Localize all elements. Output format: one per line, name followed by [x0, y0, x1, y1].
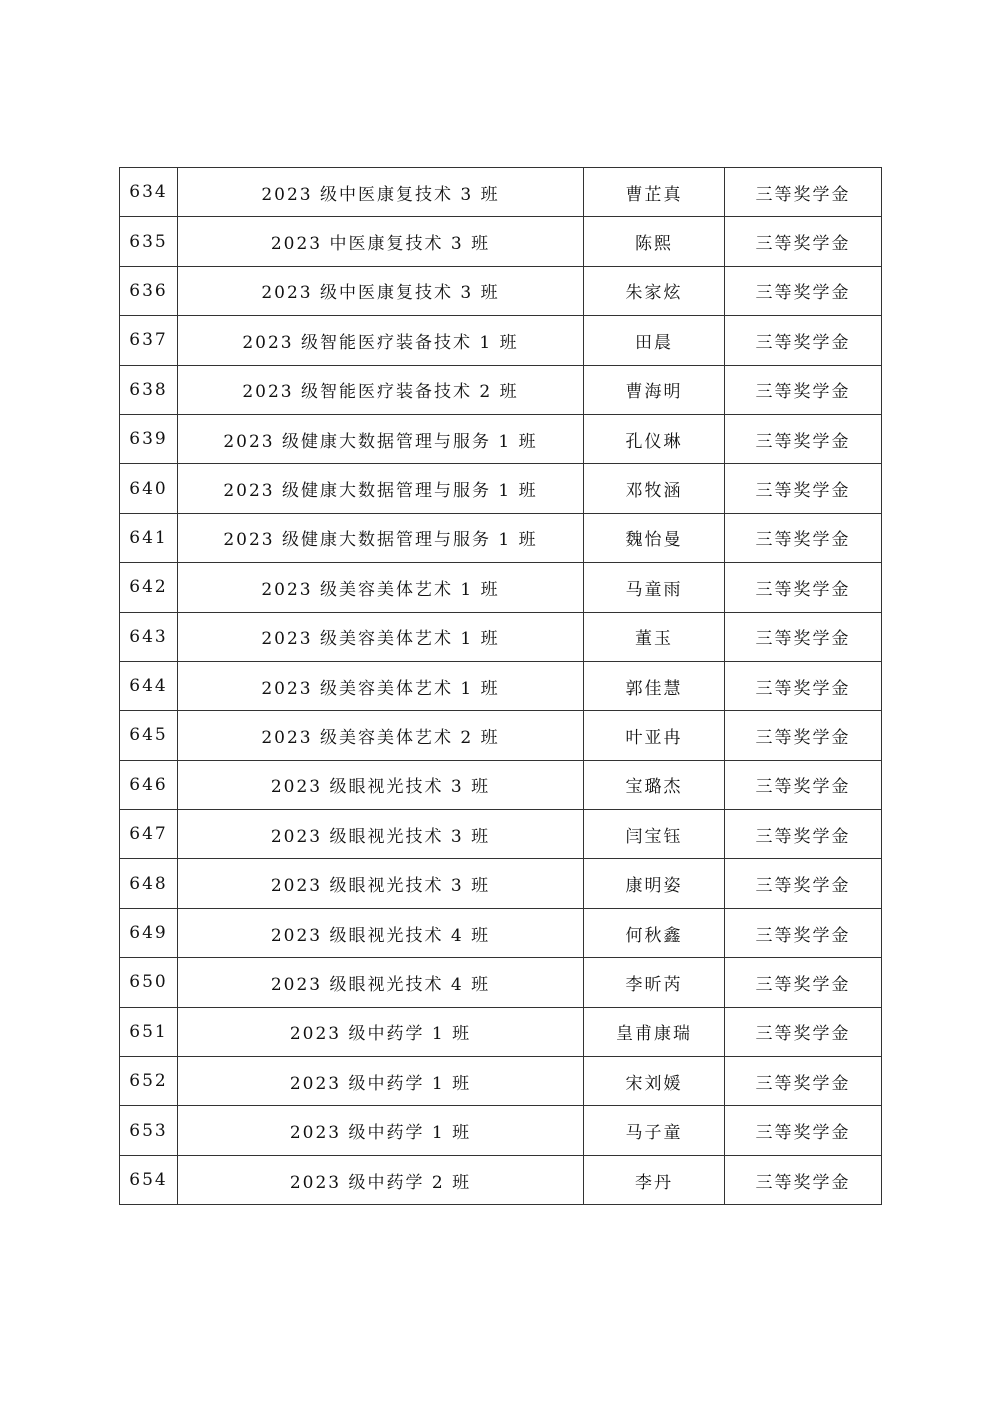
class-name: 2023 级眼视光技术 3 班: [178, 859, 584, 908]
class-name: 2023 级中药学 1 班: [178, 1007, 584, 1056]
class-name: 2023 级健康大数据管理与服务 1 班: [178, 513, 584, 562]
row-number: 635: [120, 217, 178, 266]
table-row: [120, 612, 882, 661]
award-level: 三等奖学金: [725, 316, 882, 365]
award-level: 三等奖学金: [725, 760, 882, 809]
table-body: [120, 168, 882, 1205]
row-number: 644: [120, 661, 178, 710]
student-name: 朱家炫: [584, 266, 725, 315]
award-level: 三等奖学金: [725, 464, 882, 513]
student-name: 董玉: [584, 612, 725, 661]
table-row: [120, 1057, 882, 1106]
row-number: 639: [120, 414, 178, 463]
row-number: 641: [120, 513, 178, 562]
class-name: 2023 级美容美体艺术 2 班: [178, 711, 584, 760]
award-level: 三等奖学金: [725, 365, 882, 414]
student-name: 马童雨: [584, 563, 725, 612]
student-name: 叶亚冉: [584, 711, 725, 760]
student-name: 孔仪琳: [584, 414, 725, 463]
student-name: 魏怡曼: [584, 513, 725, 562]
award-level: 三等奖学金: [725, 563, 882, 612]
table-row: [120, 859, 882, 908]
row-number: 640: [120, 464, 178, 513]
class-name: 2023 中医康复技术 3 班: [178, 217, 584, 266]
class-name: 2023 级美容美体艺术 1 班: [178, 612, 584, 661]
award-level: 三等奖学金: [725, 612, 882, 661]
table-row: [120, 908, 882, 957]
row-number: 647: [120, 810, 178, 859]
row-number: 643: [120, 612, 178, 661]
student-name: 皇甫康瑞: [584, 1007, 725, 1056]
award-level: 三等奖学金: [725, 414, 882, 463]
student-name: 曹海明: [584, 365, 725, 414]
class-name: 2023 级眼视光技术 4 班: [178, 908, 584, 957]
row-number: 653: [120, 1106, 178, 1155]
table-row: [120, 464, 882, 513]
award-level: 三等奖学金: [725, 266, 882, 315]
class-name: 2023 级美容美体艺术 1 班: [178, 661, 584, 710]
table-row: [120, 760, 882, 809]
student-name: 宝璐杰: [584, 760, 725, 809]
award-level: 三等奖学金: [725, 1106, 882, 1155]
table-row: [120, 316, 882, 365]
table-row: [120, 711, 882, 760]
row-number: 648: [120, 859, 178, 908]
class-name: 2023 级中医康复技术 3 班: [178, 168, 584, 217]
student-name: 宋刘媛: [584, 1057, 725, 1106]
class-name: 2023 级美容美体艺术 1 班: [178, 563, 584, 612]
table-row: [120, 513, 882, 562]
award-level: 三等奖学金: [725, 217, 882, 266]
student-name: 郭佳慧: [584, 661, 725, 710]
award-level: 三等奖学金: [725, 711, 882, 760]
award-level: 三等奖学金: [725, 1155, 882, 1204]
student-name: 李丹: [584, 1155, 725, 1204]
award-level: 三等奖学金: [725, 1057, 882, 1106]
class-name: 2023 级眼视光技术 4 班: [178, 958, 584, 1007]
class-name: 2023 级健康大数据管理与服务 1 班: [178, 464, 584, 513]
student-name: 陈熙: [584, 217, 725, 266]
table-row: [120, 168, 882, 217]
student-name: 闫宝钰: [584, 810, 725, 859]
class-name: 2023 级中药学 1 班: [178, 1057, 584, 1106]
row-number: 638: [120, 365, 178, 414]
table-row: [120, 1106, 882, 1155]
student-name: 邓牧涵: [584, 464, 725, 513]
row-number: 645: [120, 711, 178, 760]
student-name: 康明姿: [584, 859, 725, 908]
class-name: 2023 级智能医疗装备技术 1 班: [178, 316, 584, 365]
row-number: 642: [120, 563, 178, 612]
table-row: [120, 266, 882, 315]
row-number: 636: [120, 266, 178, 315]
award-level: 三等奖学金: [725, 168, 882, 217]
award-level: 三等奖学金: [725, 810, 882, 859]
student-name: 李昕芮: [584, 958, 725, 1007]
row-number: 654: [120, 1155, 178, 1204]
table-row: [120, 414, 882, 463]
award-level: 三等奖学金: [725, 958, 882, 1007]
class-name: 2023 级眼视光技术 3 班: [178, 810, 584, 859]
table-row: [120, 661, 882, 710]
award-level: 三等奖学金: [725, 513, 882, 562]
class-name: 2023 级中药学 1 班: [178, 1106, 584, 1155]
award-level: 三等奖学金: [725, 859, 882, 908]
class-name: 2023 级眼视光技术 3 班: [178, 760, 584, 809]
row-number: 637: [120, 316, 178, 365]
row-number: 652: [120, 1057, 178, 1106]
row-number: 634: [120, 168, 178, 217]
table-row: [120, 365, 882, 414]
row-number: 649: [120, 908, 178, 957]
award-level: 三等奖学金: [725, 1007, 882, 1056]
row-number: 650: [120, 958, 178, 1007]
class-name: 2023 级健康大数据管理与服务 1 班: [178, 414, 584, 463]
table-row: [120, 810, 882, 859]
scholarship-table: [119, 167, 882, 1205]
table-row: [120, 958, 882, 1007]
student-name: 田晨: [584, 316, 725, 365]
award-level: 三等奖学金: [725, 661, 882, 710]
class-name: 2023 级中药学 2 班: [178, 1155, 584, 1204]
table-row: [120, 1007, 882, 1056]
award-level: 三等奖学金: [725, 908, 882, 957]
table-row: [120, 1155, 882, 1204]
row-number: 646: [120, 760, 178, 809]
table-row: [120, 217, 882, 266]
student-name: 何秋鑫: [584, 908, 725, 957]
student-name: 曹芷真: [584, 168, 725, 217]
class-name: 2023 级中医康复技术 3 班: [178, 266, 584, 315]
row-number: 651: [120, 1007, 178, 1056]
class-name: 2023 级智能医疗装备技术 2 班: [178, 365, 584, 414]
table-row: [120, 563, 882, 612]
student-name: 马子童: [584, 1106, 725, 1155]
